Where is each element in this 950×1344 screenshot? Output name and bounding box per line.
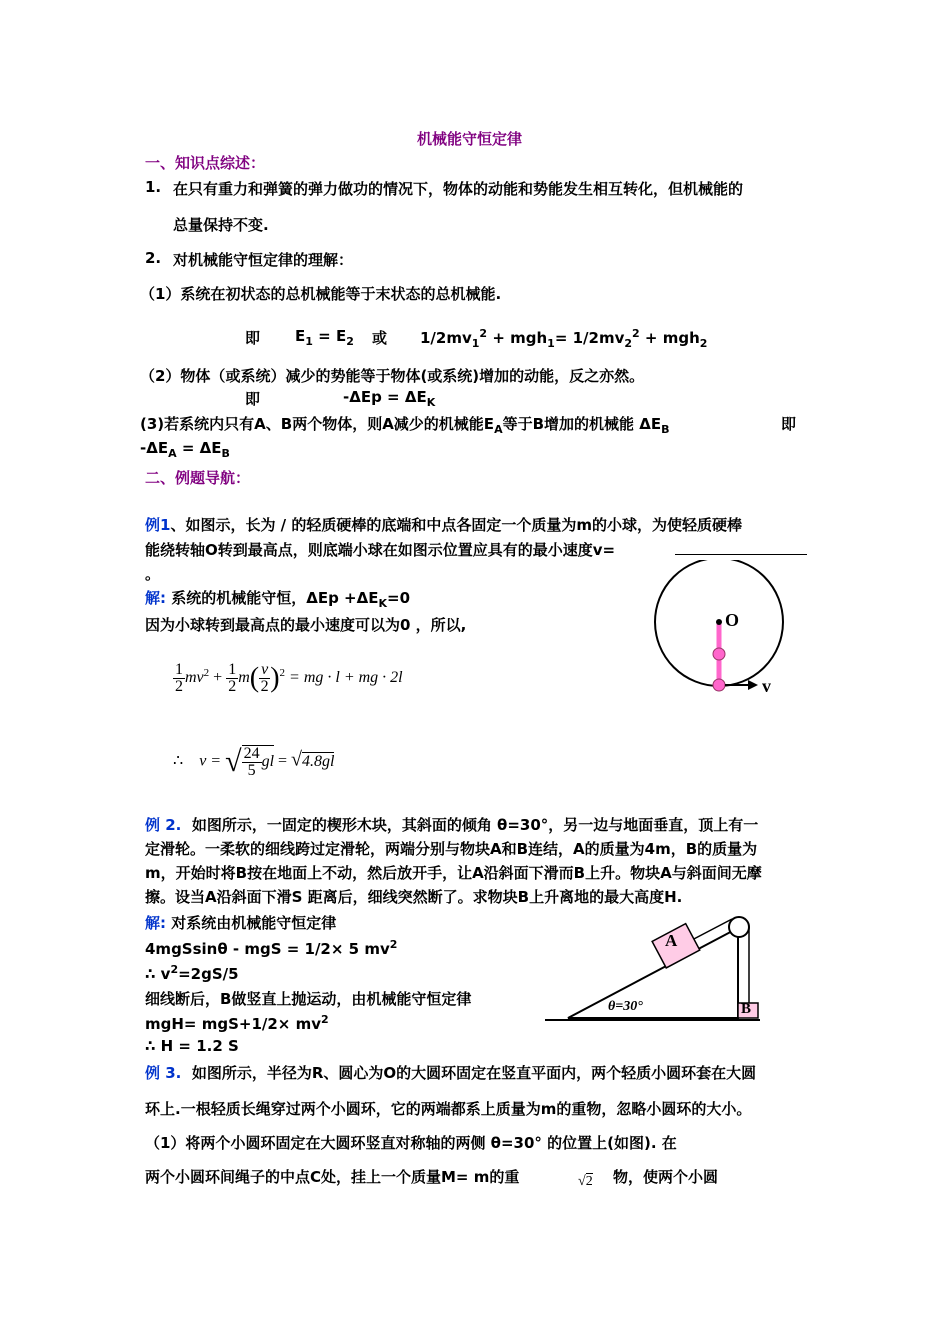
middle-ball — [713, 648, 725, 660]
example-3-line: 两个小圆环间绳子的中点C处，挂上一个质量M= m的重 — [145, 1168, 520, 1186]
formula-or: 或 — [372, 329, 388, 347]
example-3-line: 环上.一根轻质长绳穿过两个小圆环，它的两端都系上质量为m的重物，忽略小圆环的大小。 — [145, 1100, 752, 1118]
pivot-point — [716, 619, 722, 625]
equation-velocity: ∴ v = √ $\frac{24}{5}$ gl = √4.8gl — [173, 745, 335, 779]
paragraph-text: 对机械能守恒定律的理解： — [173, 251, 354, 269]
example-label: 例 3. — [145, 1064, 182, 1082]
angle-label: θ=30° — [608, 999, 643, 1014]
example-label: 例1 — [145, 516, 171, 534]
paragraph-number: 1. — [145, 178, 162, 196]
pivot-label: O — [725, 610, 740, 630]
example-2-line: 擦。设当A沿斜面下滑S 距离后，细线突然断了。求物块B上升离地的最大高度H. — [145, 888, 683, 906]
bottom-ball — [713, 679, 725, 691]
list-item: （2）物体（或系统）减少的势能等于物体(或系统)增加的动能，反之亦然。 — [140, 367, 645, 385]
example-3-line: 物，使两个小圆 — [613, 1168, 719, 1186]
paragraph-text: 在只有重力和弹簧的弹力做功的情况下，物体的动能和势能发生相互转化，但机械能的 — [173, 180, 744, 198]
formula-ji: 即 — [781, 415, 797, 433]
page-title: 机械能守恒定律 — [417, 130, 523, 148]
velocity-arrow-head — [748, 680, 758, 690]
section-heading-1: 一、知识点综述： — [145, 154, 266, 172]
example-2-line: m，开始时将B按在地面上不动，然后放开手，让A沿斜面下滑而B上升。物块A与斜面间无摩 — [145, 864, 762, 882]
sqrt-two: √2 — [578, 1174, 593, 1189]
section-heading-2: 二、例题导航： — [145, 469, 251, 487]
list-item: （1）系统在初状态的总机械能等于末状态的总机械能. — [140, 285, 502, 303]
block-b-label: B — [741, 1001, 752, 1017]
list-item: (3)若系统内只有A、B两个物体，则A减少的机械能$E_A$等于B增加的机械能 $\Delta E_B$ — [140, 415, 670, 436]
answer-blank — [675, 554, 807, 555]
example-2-line: 定滑轮。一柔软的细线跨过定滑轮，两端分别与物块A和B连结，A的质量为4m，B的质量为 — [145, 840, 758, 858]
example-1-line: 能绕转轴O转到最高点，则底端小球在如图示位置应具有的最小速度v= — [145, 541, 616, 559]
formula-potential-kinetic: $-\Delta Ep = \Delta E_K$ — [343, 388, 436, 409]
solution-line: $mgH= mgS+1/2\times mv^2$ — [145, 1013, 329, 1033]
formula-energy-expanded: $1/2mv_1^2 + mgh_1= 1/2mv_2^2 + mgh_2$ — [420, 327, 708, 350]
solution-line: ∴ $v^2=2gS/5$ — [145, 963, 239, 983]
example-1-line: 。 — [145, 565, 161, 583]
formula-ab-energy: $-\Delta E_A = \Delta E_B$ — [140, 439, 230, 460]
solution-line: 因为小球转到最高点的最小速度可以为0 ，所以, — [145, 616, 467, 634]
equation-energy: $\frac{1}{2}$ $mv^2$ + $\frac{1}{2}$ m( $\frac{v}{2}$ )$^2$ = mg · l + mg · 2l — [175, 661, 403, 695]
example-1-line: 例1、如图示，长为 / 的轻质硬棒的底端和中点各固定一个质量为m的小球，为使轻质硬棒 — [145, 516, 742, 534]
paragraph-text: 总量保持不变. — [173, 216, 269, 234]
solution-line: 4mgSsinθ - mgS = 1/2× 5 $mv^2$ — [145, 938, 398, 958]
solution-line: 细线断后，B做竖直上抛运动，由机械能守恒定律 — [145, 990, 472, 1008]
example-3-line: 例 3. 如图所示，半径为R、圆心为O的大圆环固定在竖直平面内，两个轻质小圆环套在大圆 — [145, 1064, 757, 1082]
solution-label: 解: — [145, 589, 166, 607]
paragraph-number: 2. — [145, 249, 162, 267]
velocity-label: v — [762, 676, 771, 696]
formula-ji: 即 — [245, 329, 261, 347]
formula-ji: 即 — [245, 390, 261, 408]
solution-label: 解: — [145, 914, 166, 932]
example-2-line: 例 2. 如图所示，一固定的楔形木块，其斜面的倾角 θ=30°，另一边与地面垂直，顶上有一 — [145, 816, 759, 834]
solution-line: 解: 对系统由机械能守恒定律 — [145, 914, 337, 932]
example-3-line: （1）将两个小圆环固定在大圆环竖直对称轴的两侧 θ=30° 的位置上(如图). 在 — [145, 1134, 677, 1152]
pulley — [729, 917, 749, 937]
block-a-label: A — [665, 931, 678, 950]
example-label: 例 2. — [145, 816, 182, 834]
wedge-pulley-figure — [540, 905, 770, 1030]
solution-line: 解: 系统的机械能守恒，$\Delta Ep +\Delta E_K=0$ — [145, 589, 411, 610]
formula-energy-equality: $E_1 = E_2$ — [295, 327, 354, 348]
solution-line: ∴ H = 1.2 S — [145, 1037, 239, 1055]
